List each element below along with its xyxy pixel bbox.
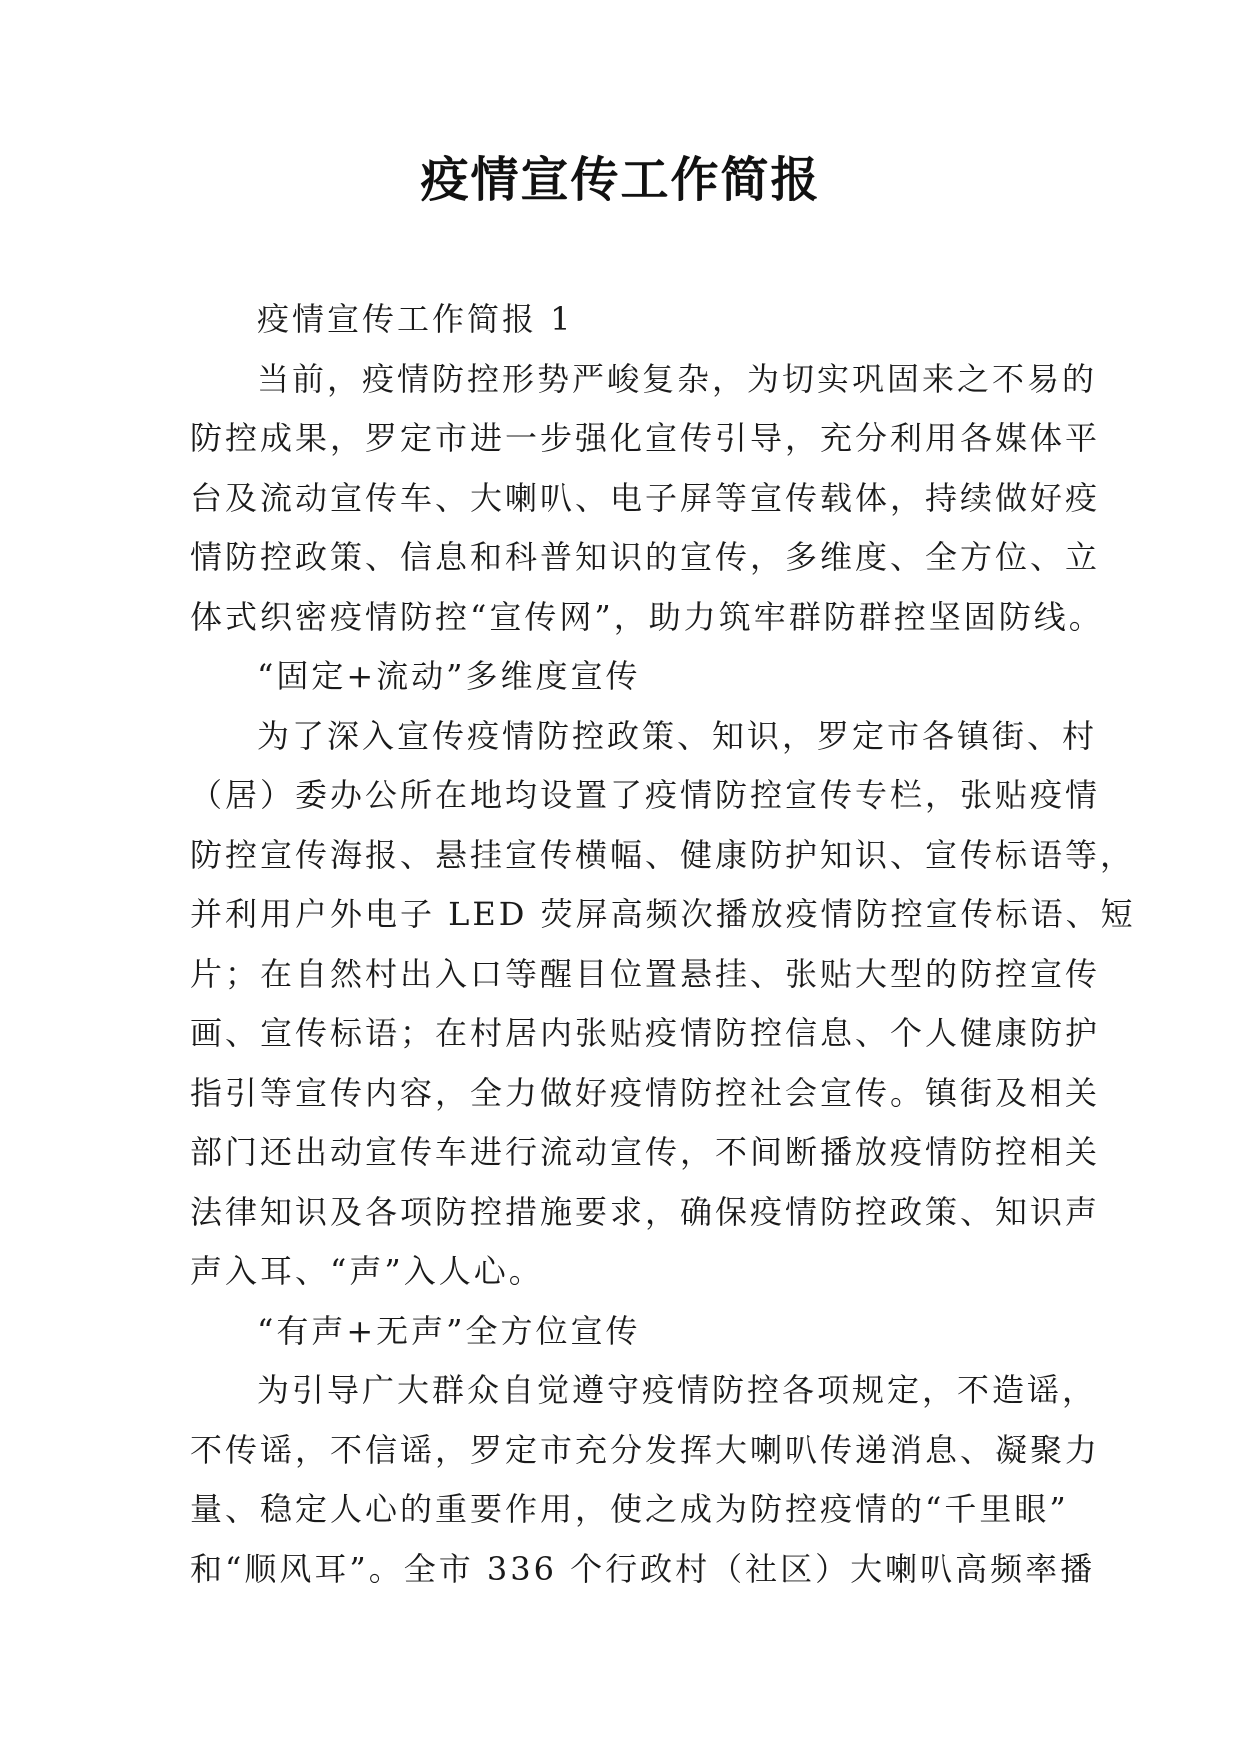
- text-line: 体式织密疫情防控“宣传网”，助力筑牢群防群控坚固防线。: [190, 597, 1104, 636]
- text-line: 和“顺风耳”。全市 336 个行政村（社区）大喇叭高频率播: [190, 1549, 1096, 1588]
- text-line: 部门还出动宣传车进行流动宣传，不间断播放疫情防控相关: [190, 1133, 1101, 1171]
- text-line: 并利用户外电子 LED 荧屏高频次播放疫情防控宣传标语、短: [190, 895, 1136, 933]
- text-line: 片；在自然村出入口等醒目位置悬挂、张贴大型的防控宣传: [190, 954, 1101, 993]
- text-line: 量、稳定人心的重要作用，使之成为防控疫情的“千里眼”: [190, 1490, 1069, 1528]
- text-line: 防控成果，罗定市进一步强化宣传引导，充分利用各媒体平: [190, 419, 1101, 457]
- text-line: 声入耳、“声”入人心。: [190, 1252, 544, 1290]
- text-line: 防控宣传海报、悬挂宣传横幅、健康防护知识、宣传标语等，: [190, 835, 1136, 874]
- text-line: （居）委办公所在地均设置了疫情防控宣传专栏，张贴疫情: [190, 776, 1101, 814]
- document-body: [190, 290, 1136, 1599]
- text-line: 法律知识及各项防控措施要求，确保疫情防控政策、知识声: [190, 1192, 1101, 1231]
- text-line: 疫情宣传工作简报 1: [257, 300, 574, 338]
- text-line: 为引导广大群众自觉遵守疫情防控各项规定，不造谣，: [257, 1371, 1098, 1409]
- text-line: “固定+流动”多维度宣传: [257, 657, 641, 695]
- text-line: 情防控政策、信息和科普知识的宣传，多维度、全方位、立: [190, 538, 1101, 576]
- text-line: “有声+无声”全方位宣传: [257, 1311, 641, 1350]
- text-line: 画、宣传标语；在村居内张贴疫情防控信息、个人健康防护: [190, 1014, 1101, 1052]
- text-line: 当前，疫情防控形势严峻复杂，为切实巩固来之不易的: [257, 359, 1098, 398]
- text-line: 指引等宣传内容，全力做好疫情防控社会宣传。镇街及相关: [190, 1073, 1101, 1112]
- text-line: 台及流动宣传车、大喇叭、电子屏等宣传载体，持续做好疫: [190, 478, 1101, 517]
- text-line: 不传谣，不信谣，罗定市充分发挥大喇叭传递消息、凝聚力: [190, 1430, 1101, 1469]
- text-line: 为了深入宣传疫情防控政策、知识，罗定市各镇街、村: [257, 716, 1098, 755]
- document-title: 疫情宣传工作简报: [420, 152, 821, 208]
